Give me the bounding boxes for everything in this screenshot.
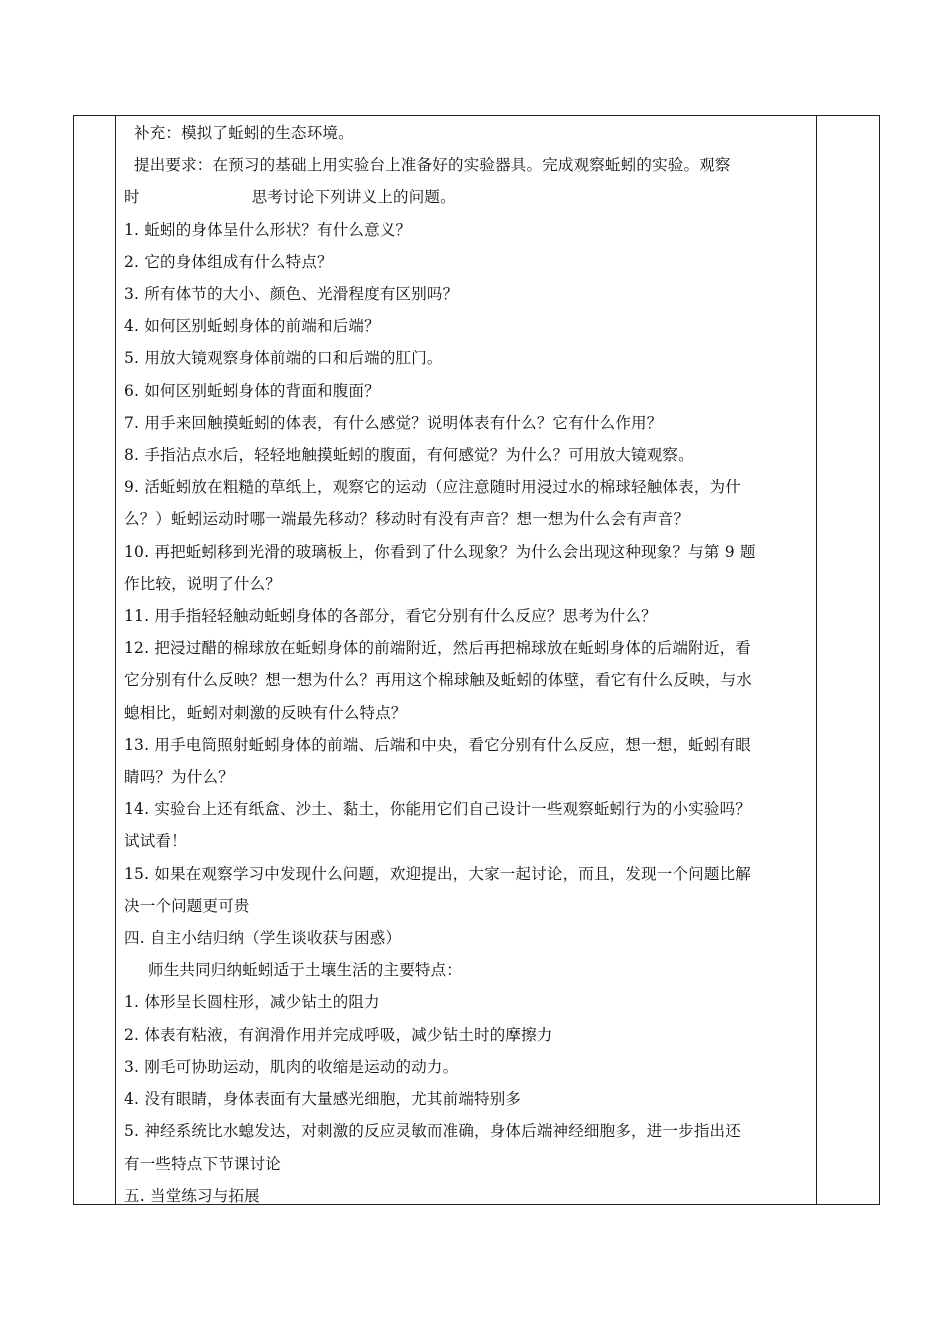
- requirement-text: 提出要求：在预习的基础上用实验台上准备好的实验器具。完成观察蚯蚓的实验。观察: [134, 156, 731, 175]
- question-13: 13. 用手电筒照射蚯蚓身体的前端、后端和中央，看它分别有什么反应，想一想，蚯蚓有眼: [124, 735, 751, 754]
- summary-point-5: 5. 神经系统比水螅发达，对刺激的反应灵敏而准确，身体后端神经细胞多，进一步指出还: [124, 1122, 741, 1141]
- summary-point-2: 2. 体表有粘液，有润滑作用并完成呼吸，减少钻土时的摩擦力: [124, 1025, 553, 1044]
- question-9: 9. 活蚯蚓放在粗糙的草纸上，观察它的运动（应注意随时用浸过水的棉球轻触体表，为什: [124, 478, 741, 497]
- question-12: 12. 把浸过醋的棉球放在蚯蚓身体的前端附近，然后再把棉球放在蚯蚓身体的后端附近，看: [124, 639, 751, 658]
- question-15: 15. 如果在观察学习中发现什么问题，欢迎提出，大家一起讨论，而且，发现一个问题比解: [124, 864, 751, 883]
- question-3: 3. 所有体节的大小、颜色、光滑程度有区别吗？: [124, 285, 459, 304]
- summary-point-5-cont: 有一些特点下节课讨论: [124, 1154, 282, 1173]
- supplement-text: 补充：模拟了蚯蚓的生态环境。: [134, 124, 354, 142]
- question-12-cont: 它分别有什么反映？想一想为什么？再用这个棉球触及蚯蚓的体壁，看它有什么反映，与水: [124, 671, 753, 690]
- question-9-cont: 么？）蚯蚓运动时哪一端最先移动？移动时有没有声音？想一想为什么会有声音？: [124, 510, 690, 529]
- question-15-cont: 决一个问题更可贵: [124, 896, 250, 915]
- question-1: 1. 蚯蚓的身体呈什么形状？有什么意义？: [124, 220, 412, 239]
- question-8: 8. 手指沾点水后，轻轻地触摸蚯蚓的腹面，有何感觉？为什么？可用放大镜观察。: [124, 446, 694, 465]
- summary-point-1: 1. 体形呈长圆柱形，减少钻土的阻力: [124, 993, 380, 1012]
- question-7: 7. 用手来回触摸蚯蚓的体表，有什么感觉？说明体表有什么？它有什么作用？: [124, 413, 663, 432]
- question-12-cont2: 螅相比，蚯蚓对刺激的反映有什么特点？: [124, 703, 407, 722]
- left-column-divider: [115, 116, 116, 1204]
- section-5-heading: 五. 当堂练习与拓展: [124, 1186, 260, 1205]
- question-13-cont: 睛吗？为什么？: [124, 768, 234, 787]
- section-4-heading: 四. 自主小结归纳（学生谈收获与困惑）: [124, 929, 402, 948]
- question-11: 11. 用手指轻轻触动蚯蚓身体的各部分，看它分别有什么反应？思考为什么？: [124, 607, 657, 626]
- lesson-content: [124, 117, 810, 1212]
- question-14-cont: 试试看！: [124, 832, 187, 851]
- right-column-divider: [816, 116, 817, 1204]
- question-10-cont: 作比较，说明了什么？: [124, 574, 282, 593]
- requirement-text-cont: 时 思考讨论下列讲义上的问题。: [124, 188, 456, 207]
- summary-point-4: 4. 没有眼睛，身体表面有大量感光细胞，尤其前端特别多: [124, 1090, 522, 1109]
- question-14: 14. 实验台上还有纸盒、沙土、黏土，你能用它们自己设计一些观察蚯蚓行为的小实验吗？: [124, 800, 751, 819]
- question-10: 10. 再把蚯蚓移到光滑的玻璃板上，你看到了什么现象？为什么会出现这种现象？与第 9 题: [124, 542, 756, 561]
- section-4-intro: 师生共同归纳蚯蚓适于土壤生活的主要特点：: [148, 961, 463, 980]
- question-5: 5. 用放大镜观察身体前端的口和后端的肛门。: [124, 349, 443, 368]
- question-6: 6. 如何区别蚯蚓身体的背面和腹面？: [124, 381, 380, 400]
- question-2: 2. 它的身体组成有什么特点？: [124, 252, 333, 271]
- summary-point-3: 3. 刚毛可协助运动，肌肉的收缩是运动的动力。: [124, 1057, 459, 1076]
- question-4: 4. 如何区别蚯蚓身体的前端和后端？: [124, 317, 380, 336]
